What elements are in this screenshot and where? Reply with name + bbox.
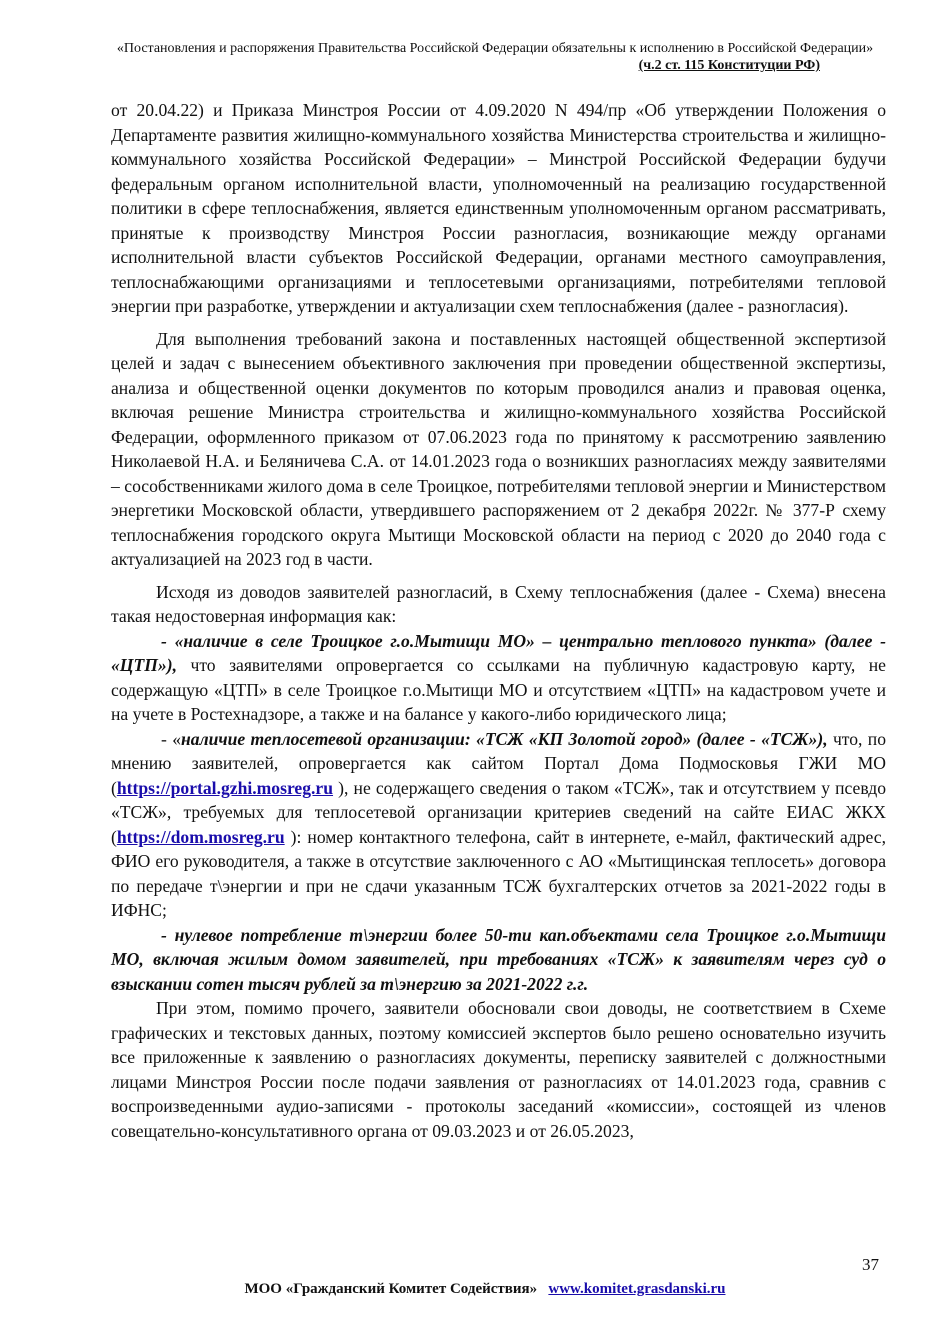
paragraph-4: При этом, помимо прочего, заявители обосновали свои доводы, не соответствием в Схеме графических и текстовых данных, поэтому комиссией экспертов было решено основательно изучить все приложенные к заявлению о разногласиях документы, переписку заявителей с должностными лицами Минстроя России после подачи заявления от разногласиях от 14.01.2023 года, сравнив с воспроизведенными аудио-записями - протоколы заседаний «комиссии», состоящей из членов совещательно-консультативного органа от 09.03.2023 и от 26.05.2023, [111, 998, 886, 1141]
page-number: 37 [862, 1255, 879, 1274]
page-header [100, 40, 890, 74]
bullet-2-emphasis: наличие теплосетевой организации: «ТСЖ «КП Золотой город» (далее - «ТСЖ»), [181, 728, 828, 749]
header-citation: (ч.2 ст. 115 Конституции РФ) [638, 58, 820, 73]
bullet-2-text-a: что, по мнению заявителей, опровергается как сайтом Портал Дома Подмосковья ГЖИ МО ( [111, 728, 886, 798]
bullet-2-text-c: ): номер контактного телефона, сайт в интернете, е-майл, фактический адрес, ФИО его руководителя, а также в отсутствие заключенного с АО «Мытищинская теплосеть» договора по передаче т\энергии и при не сдачи указанным ТСЖ бухгалтерских отчетов за 2021-2022 годы в ИФНС; [111, 826, 886, 920]
bullet-1-emphasis: - «наличие в селе Троицкое г.о.Мытищи МО» – центрально теплового пункта» (далее - «ЦТП»), [111, 630, 886, 675]
footer-website-link[interactable]: www.komitet.grasdanski.ru [548, 1281, 726, 1297]
bullet-item-2 [111, 727, 886, 923]
footer-org: МОО «Гражданский Комитет Содействия» [244, 1281, 538, 1297]
bullet-item-3: - нулевое потребление т\энергии более 50-ти кап.объектами села Троицкое г.о.Мытищи МО, включая жилым домом заявителей, при требованиях «ТСЖ» к заявителям через суд о взыскании сотен тысяч рублей за т\энергию за 2021-2022 г.г. [111, 924, 886, 994]
portal-link[interactable]: https://portal.gzhi.mosreg.ru [116, 777, 334, 798]
bullet-1-text: что заявителями опровергается со ссылками на публичную кадастровую карту, не содержащую «ЦТП» в селе Троицкое г.о.Мытищи МО и отсутствием «ЦТП» на кадастровом учете и на учете в Ростехнадзоре, а также и на балансе у какого-либо юридического лица; [111, 655, 886, 724]
page-footer [100, 1281, 870, 1298]
document-body [111, 98, 886, 1151]
paragraph-2: Для выполнения требований закона и поставленных настоящей общественной экспертизой целей и задач с вынесением объективного заключения при проведении общественной экспертизы, анализа и общественной оценки документов по которым проводился анализ и правовая оценка, включая решение Министра строительства и жилищно-коммунального хозяйства Российской Федерации, оформленного приказом от 07.06.2023 года по принятому к рассмотрению заявлению Николаевой Н.А. и Беляничева С.А. от 14.01.2023 года о возникших разногласиях между заявителями – сособственниками жилого дома в селе Троицкое, потребителями тепловой энергии и Министерством энергетики Московской области, утвердившего распоряжением от 2 декабря 2022г. № 377-Р схему теплоснабжения городского округа Мытищи Московской области на период с 2020 до 2040 года с актуализацией на 2023 год в части. [111, 328, 886, 569]
paragraph-1: от 20.04.22) и Приказа Минстроя России от 4.09.2020 N 494/пр «Об утверждении Положения о Департаменте развития жилищно-коммунального хозяйства Министерства строительства и жилищно-коммунального хозяйства Российской Федерации» – Минстрой Российской Федерации будучи федеральным органом исполнительной власти, уполномоченный на реализацию государственной политики в сфере теплоснабжения, является единственным уполномоченным органом рассматривать, принятые к производству Минстроя России разногласия, возникающие между органами исполнительной власти субъектов Российской Федерации, органами местного самоуправления, теплоснабжающими организациями и теплосетевыми организациями, потребителями тепловой энергии при разработке, утверждении и актуализации схем теплоснабжения (далее - разногласия). [111, 100, 886, 316]
bullet-item-1 [111, 629, 886, 727]
paragraph-3: Исходя из доводов заявителей разногласий, в Схему теплоснабжения (далее - Схема) внесена такая недостоверная информация как: [111, 581, 886, 626]
bullet-2-prefix: - « [161, 728, 181, 749]
bullet-2-text-b: ), не содержащего сведения о таком «ТСЖ», так и отсутствием у псевдо «ТСЖ», требуемых для теплосетевой организации критериев сведений на сайте ЕИАС ЖКХ ( [111, 777, 886, 847]
header-quote: «Постановления и распоряжения Правительства Российской Федерации обязательны к исполнению в Российской Федерации» [116, 41, 874, 56]
dom-mosreg-link[interactable]: https://dom.mosreg.ru [116, 826, 285, 847]
